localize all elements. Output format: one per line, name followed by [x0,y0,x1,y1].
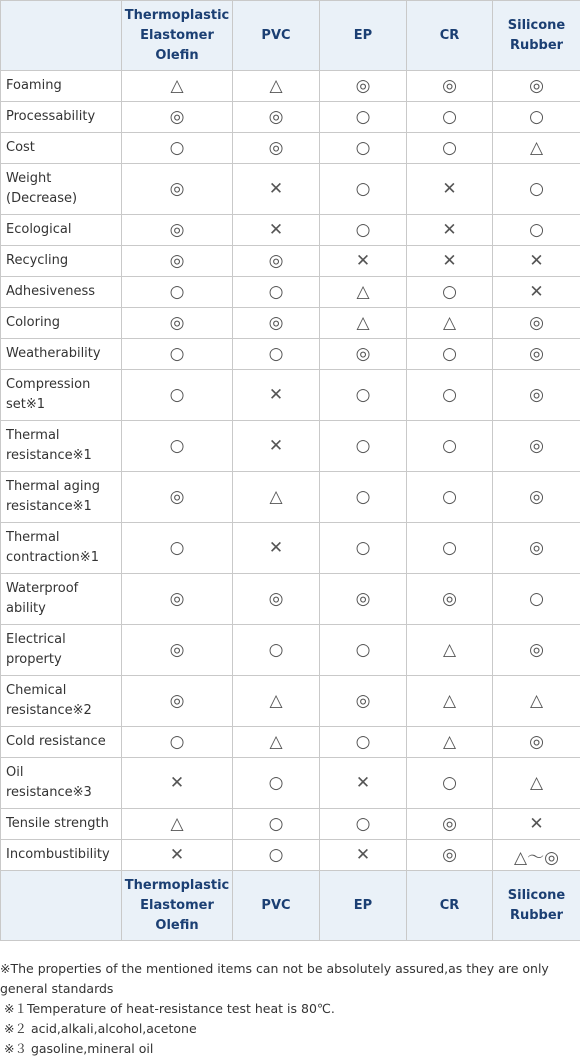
rating-cell: ◎ [407,840,493,871]
rating-cell: △ [407,727,493,758]
rating-cell: ◎ [122,215,233,246]
rating-cell: ◎ [122,102,233,133]
table-row [1,339,580,370]
column-header-ep: EP [320,1,407,71]
rating-cell: △ [233,676,320,727]
rating-cell: ✕ [493,246,580,277]
rating-cell: ✕ [407,164,493,215]
rating-cell: △ [493,676,580,727]
rating-cell: ○ [122,277,233,308]
table-row [1,370,580,421]
rating-cell: ○ [407,277,493,308]
rating-cell: ◎ [493,308,580,339]
rating-cell: ◎ [493,71,580,102]
rating-cell: △～◎ [493,840,580,871]
rating-cell: ◎ [233,308,320,339]
row-label: Tensile strength [1,809,122,840]
rating-cell: ○ [407,370,493,421]
column-header-silicone: Silicone Rubber [493,1,580,71]
footnotes [0,941,580,1059]
footnote-3: ※３ gasoline,mineral oil [4,1041,154,1056]
rating-cell: ○ [320,421,407,472]
row-label: Oil resistance※3 [1,758,122,809]
footer-column-header-ep: EP [320,871,407,941]
rating-cell: ◎ [122,472,233,523]
rating-cell: ◎ [233,574,320,625]
rating-cell: ○ [493,164,580,215]
footnote-1: ※１Temperature of heat-resistance test heat is 80℃. [4,1001,335,1016]
rating-cell: ◎ [233,102,320,133]
table-row [1,727,580,758]
rating-cell: ◎ [320,339,407,370]
rating-cell: ○ [320,809,407,840]
rating-cell: ◎ [407,71,493,102]
rating-cell: ○ [233,758,320,809]
rating-cell: ○ [407,523,493,574]
row-label: Cost [1,133,122,164]
rating-cell: ○ [122,339,233,370]
table-row [1,102,580,133]
footer-column-header-cr: CR [407,871,493,941]
table-row [1,246,580,277]
rating-cell: ○ [320,523,407,574]
rating-cell: ◎ [407,809,493,840]
table-row [1,133,580,164]
rating-cell: ✕ [122,758,233,809]
rating-cell: △ [122,809,233,840]
rating-cell: ✕ [233,215,320,246]
rating-cell: ◎ [122,308,233,339]
rating-cell: △ [407,676,493,727]
rating-cell: ◎ [122,625,233,676]
table-row [1,277,580,308]
rating-cell: ○ [320,133,407,164]
footer-header-row [1,871,580,941]
rating-cell: ○ [493,215,580,246]
rating-cell: △ [407,625,493,676]
footnote-disclaimer: ※The properties of the mentioned items can not be absolutely assured,as they are only general standards [0,961,549,996]
column-header-tpo: Thermoplastic Elastomer Olefin [122,1,233,71]
rating-cell: ○ [122,421,233,472]
rating-cell: △ [407,308,493,339]
rating-cell: ◎ [122,246,233,277]
rating-cell: ◎ [122,574,233,625]
rating-cell: ○ [320,215,407,246]
row-label: Thermal resistance※1 [1,421,122,472]
rating-cell: ○ [320,370,407,421]
rating-cell: ◎ [493,472,580,523]
rating-cell: ✕ [233,164,320,215]
footer-column-header-pvc: PVC [233,871,320,941]
rating-cell: ○ [122,523,233,574]
rating-cell: ◎ [122,676,233,727]
rating-cell: ○ [122,133,233,164]
footer-column-header-silicone: Silicone Rubber [493,871,580,941]
rating-cell: ◎ [493,625,580,676]
rating-cell: ◎ [320,71,407,102]
rating-cell: ✕ [233,370,320,421]
rating-cell: ◎ [233,246,320,277]
table-row [1,523,580,574]
rating-cell: ○ [407,421,493,472]
rating-cell: ○ [320,102,407,133]
rating-cell: ○ [233,840,320,871]
row-label: Ecological [1,215,122,246]
row-label: Chemical resistance※2 [1,676,122,727]
rating-cell: ◎ [320,574,407,625]
rating-cell: ✕ [233,523,320,574]
row-label: Cold resistance [1,727,122,758]
rating-cell: ✕ [320,758,407,809]
rating-cell: ◎ [407,574,493,625]
table-row [1,758,580,809]
rating-cell: △ [320,308,407,339]
rating-cell: ○ [407,133,493,164]
rating-cell: ✕ [233,421,320,472]
rating-cell: ○ [320,472,407,523]
rating-cell: ○ [122,727,233,758]
rating-cell: ◎ [233,133,320,164]
rating-cell: ◎ [122,164,233,215]
rating-cell: △ [122,71,233,102]
rating-cell: ✕ [320,840,407,871]
row-label: Foaming [1,71,122,102]
table-row [1,840,580,871]
table-row [1,472,580,523]
corner-cell [1,1,122,71]
rating-cell: ○ [233,339,320,370]
footer-column-header-tpo: Thermoplastic Elastomer Olefin [122,871,233,941]
rating-cell: △ [233,472,320,523]
rating-cell: ○ [122,370,233,421]
column-header-pvc: PVC [233,1,320,71]
rating-cell: △ [320,277,407,308]
row-label: Weatherability [1,339,122,370]
rating-cell: ○ [320,625,407,676]
header-row [1,1,580,71]
rating-cell: ○ [233,625,320,676]
rating-cell: ✕ [407,215,493,246]
rating-cell: △ [233,71,320,102]
rating-cell: ○ [493,102,580,133]
rating-cell: △ [493,758,580,809]
rating-cell: ◎ [493,339,580,370]
rating-cell: ✕ [407,246,493,277]
rating-cell: ○ [407,472,493,523]
row-label: Adhesiveness [1,277,122,308]
table-row [1,164,580,215]
row-label: Thermal aging resistance※1 [1,472,122,523]
rating-cell: ○ [320,164,407,215]
row-label: Weight (Decrease) [1,164,122,215]
rating-cell: ○ [407,339,493,370]
row-label: Incombustibility [1,840,122,871]
table-row [1,71,580,102]
rating-cell: ○ [233,809,320,840]
table-row [1,574,580,625]
rating-cell: ○ [320,727,407,758]
rating-cell: ✕ [493,277,580,308]
table-body [1,71,580,871]
rating-cell: △ [233,727,320,758]
rating-cell: ○ [233,277,320,308]
rating-cell: ✕ [122,840,233,871]
rating-cell: ✕ [493,809,580,840]
row-label: Recycling [1,246,122,277]
rating-cell: ◎ [493,421,580,472]
rating-cell: ◎ [493,523,580,574]
table-row [1,308,580,339]
table-row [1,421,580,472]
row-label: Coloring [1,308,122,339]
rating-cell: △ [493,133,580,164]
footnote-2: ※２ acid,alkali,alcohol,acetone [4,1021,197,1036]
table-row [1,676,580,727]
rating-cell: ○ [493,574,580,625]
rating-cell: ✕ [320,246,407,277]
rating-cell: ○ [407,102,493,133]
table-row [1,215,580,246]
table-row [1,625,580,676]
rating-cell: ◎ [320,676,407,727]
column-header-cr: CR [407,1,493,71]
rating-cell: ○ [407,758,493,809]
rating-cell: ◎ [493,370,580,421]
row-label: Electrical property [1,625,122,676]
row-label: Processability [1,102,122,133]
row-label: Waterproof ability [1,574,122,625]
rating-cell: ◎ [493,727,580,758]
row-label: Compression set※1 [1,370,122,421]
row-label: Thermal contraction※1 [1,523,122,574]
footer-corner-cell [1,871,122,941]
table-row [1,809,580,840]
